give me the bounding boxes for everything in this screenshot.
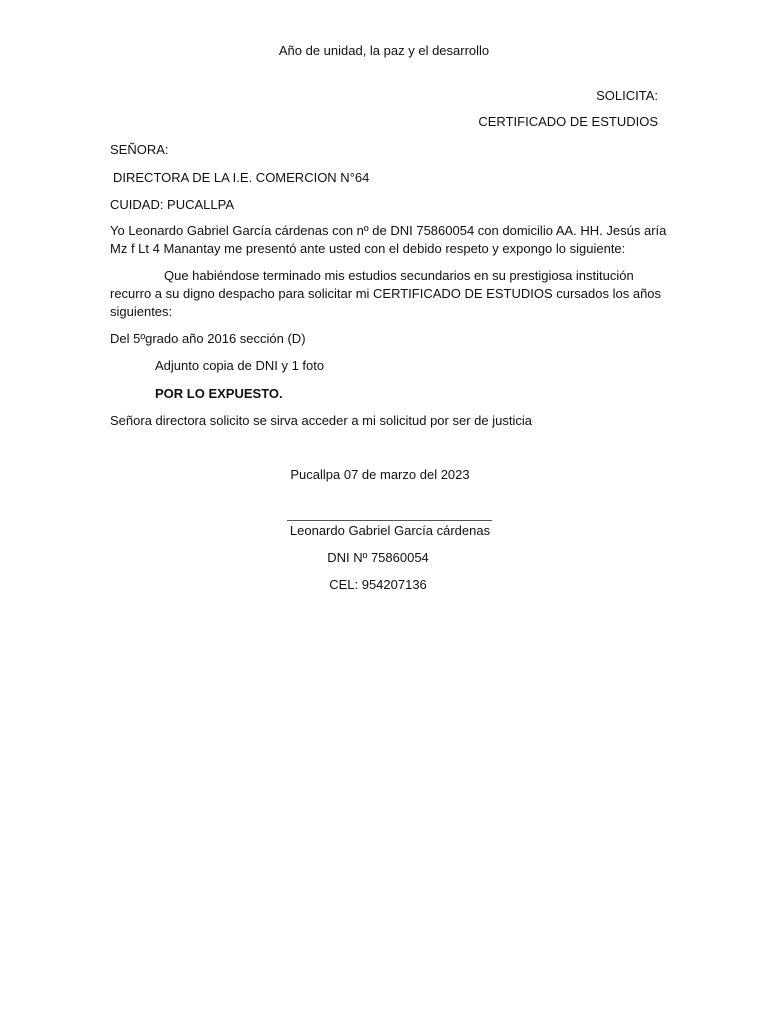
- signer-dni: DNI Nº 75860054: [327, 550, 429, 565]
- intro-line-2: Mz f Lt 4 Manantay me presentó ante usted con el debido respeto y expongo lo siguiente:: [110, 241, 626, 256]
- signer-cel: CEL: 954207136: [329, 577, 427, 592]
- paragraph-line-2: recurro a su digno despacho para solicitar mi CERTIFICADO DE ESTUDIOS cursados los años: [110, 286, 662, 301]
- paragraph-line-1: Que habiéndose terminado mis estudios secundarios en su prestigiosa institución: [164, 268, 634, 283]
- place-date: Pucallpa 07 de marzo del 2023: [290, 467, 470, 482]
- conclusion-line: POR LO EXPUESTO.: [155, 386, 283, 401]
- signer-name: Leonardo Gabriel García cárdenas: [289, 523, 491, 538]
- request-line: Señora directora solicito se sirva acceder a mi solicitud por ser de justicia: [110, 413, 532, 428]
- recipient-city: CUIDAD: PUCALLPA: [110, 197, 235, 212]
- grade-line: Del 5ºgrado año 2016 sección (D): [110, 331, 306, 346]
- attachment-line: Adjunto copia de DNI y 1 foto: [155, 358, 325, 373]
- salutation: SEÑORA:: [110, 142, 169, 157]
- solicita-label: SOLICITA:: [596, 88, 658, 103]
- signature-line: [287, 520, 492, 521]
- paragraph-line-3: siguientes:: [110, 304, 173, 319]
- intro-line-1: Yo Leonardo Gabriel García cárdenas con nº de DNI 75860054 con domicilio AA. HH. Jesús aría: [110, 223, 667, 238]
- motto-heading: Año de unidad, la paz y el desarrollo: [278, 43, 490, 58]
- solicita-value: CERTIFICADO DE ESTUDIOS: [478, 114, 658, 129]
- recipient-position: DIRECTORA DE LA I.E. COMERCION N°64: [113, 170, 370, 185]
